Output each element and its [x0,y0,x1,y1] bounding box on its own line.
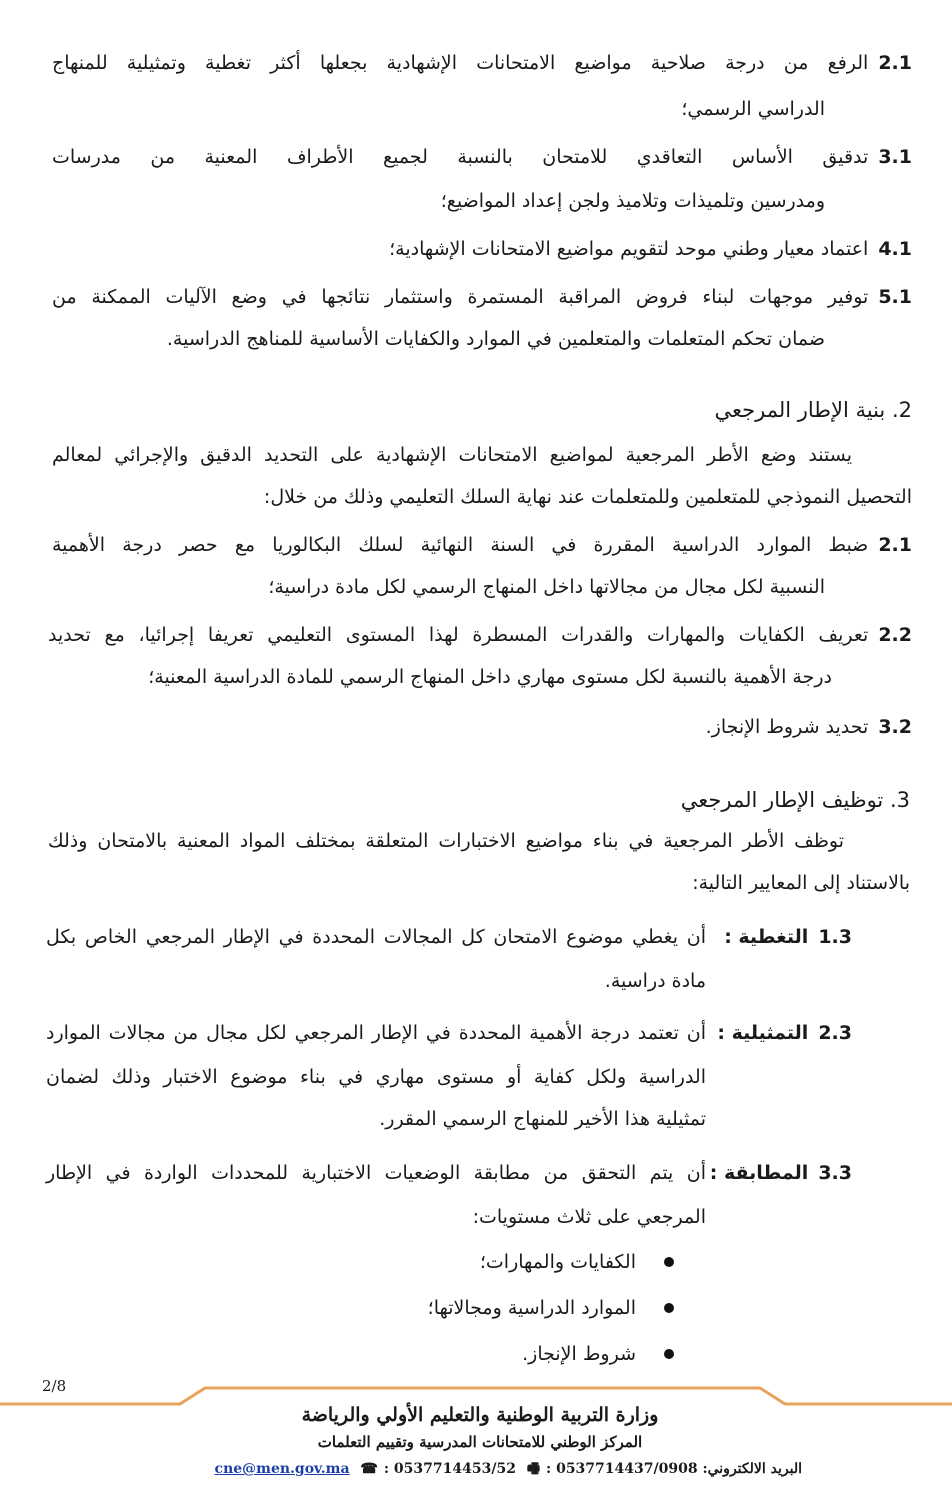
item-text-continued: تمثيلية هذا الأخير للمنهاج الرسمي المقرر. [379,1108,706,1130]
phone-number: 0537714453/52 [393,1461,516,1477]
criterion-term: التمثيلية : [717,1022,809,1044]
bullet-text: الموارد الدراسية ومجالاتها؛ [427,1297,636,1319]
criterion-term: المطابقة : [709,1162,809,1184]
bullet-icon [664,1257,674,1267]
criterion-label: 2.3التمثيلية : [717,1022,852,1044]
item-text: تعريف الكفايات والمهارات والقدرات المسطرة لهذا المستوى التعليمي تعريفا إجرائيا، مع تحديد [48,624,869,646]
fax-number: 0537714437/0908 [556,1461,698,1477]
item-text-continued: مادة دراسية. [604,970,706,992]
paragraph-line: التحصيل النموذجي للمتعلمين وللمتعلمات عند نهاية السلك التعليمي وذلك من خلال: [263,486,912,508]
criterion-term: التغطية : [724,926,809,948]
section-heading: 3. توظيف الإطار المرجعي [680,788,910,812]
bullet-icon [664,1303,674,1313]
list-item: 3.1تدقيق الأساس التعاقدي للامتحان بالنسبة لجميع الأطراف المعنية من مدرسات [52,146,912,168]
item-text: تدقيق الأساس التعاقدي للامتحان بالنسبة لجميع الأطراف المعنية من مدرسات [52,146,869,168]
ministry-name: وزارة التربية الوطنية والتعليم الأولي والرياضة [301,1404,659,1426]
item-text: ضبط الموارد الدراسية المقررة في السنة النهائية لسلك البكالوريا مع حصر درجة الأهمية [52,534,869,556]
bullet-text: الكفايات والمهارات؛ [479,1251,636,1273]
section-heading: 2. بنية الإطار المرجعي [714,398,912,422]
phone-icon: ☎ [360,1461,378,1477]
email-label: البريد الالكتروني: [702,1461,802,1477]
list-item: 3.2تحديد شروط الإنجاز. [705,716,912,738]
paragraph-line: يستند وضع الأطر المرجعية لمواضيع الامتحانات الإشهادية على التحديد الدقيق والإجرائي لمعالم [52,444,852,466]
item-text-continued: ضمان تحكم المتعلمات والمتعلمين في الموارد والكفايات الأساسية للمناهج الدراسية. [166,328,825,350]
item-text: أن تعتمد درجة الأهمية المحددة في الإطار المرجعي لكل مجال من مجالات الموارد [46,1022,706,1044]
bullet-icon [664,1349,674,1359]
item-text: اعتماد معيار وطني موحد لتقويم مواضيع الامتحانات الإشهادية؛ [389,238,869,260]
item-text-continued: درجة الأهمية بالنسبة لكل مستوى مهاري داخل المنهاج الرسمي للمادة الدراسية المعنية؛ [148,666,832,688]
center-name: المركز الوطني للامتحانات المدرسية وتقييم التعلمات [317,1433,643,1451]
list-item: 5.1توفير موجهات لبناء فروض المراقبة المستمرة واستثمار نتائجها في وضع الآليات الممكنة من [52,286,912,308]
contact-line: البريد الالكتروني: cne@men.gov.ma ☎ : 0537714453/52 🖷 : 0537714437/0908 [215,1458,802,1482]
list-item: 4.1اعتماد معيار وطني موحد لتقويم مواضيع الامتحانات الإشهادية؛ [389,238,912,260]
item-text-continued: ومدرسين وتلميذات وتلاميذ ولجن إعداد المواضيع؛ [440,190,825,212]
item-text: تحديد شروط الإنجاز. [705,716,869,738]
criterion-label: 3.3المطابقة : [709,1162,852,1184]
page-number: 2/8 [42,1377,67,1395]
item-text: توفير موجهات لبناء فروض المراقبة المستمرة واستثمار نتائجها في وضع الآليات الممكنة من [52,286,869,308]
item-text-continued: النسبية لكل مجال من مجالاتها داخل المنهاج الرسمي لكل مادة دراسية؛ [268,576,825,598]
item-text: أن يتم التحقق من مطابقة الوضعيات الاختبارية للمحددات الواردة في الإطار [46,1162,706,1184]
list-item: 2.1ضبط الموارد الدراسية المقررة في السنة النهائية لسلك البكالوريا مع حصر درجة الأهمية [52,534,912,556]
item-text: الرفع من درجة صلاحية مواضيع الامتحانات الإشهادية بجعلها أكثر تغطية وتمثيلية للمنهاج [52,52,869,74]
bullet-text: شروط الإنجاز. [522,1343,636,1365]
list-item: 2.1الرفع من درجة صلاحية مواضيع الامتحانات الإشهادية بجعلها أكثر تغطية وتمثيلية للمنهاج [52,52,912,74]
paragraph-line: بالاستناد إلى المعايير التالية: [692,872,910,894]
item-text: أن يغطي موضوع الامتحان كل المجالات المحددة في الإطار المرجعي الخاص بكل [46,926,706,948]
item-text-continued: الدراسي الرسمي؛ [681,98,825,120]
list-item: 2.2تعريف الكفايات والمهارات والقدرات المسطرة لهذا المستوى التعليمي تعريفا إجرائيا، مع تحديد [48,624,912,646]
fax-icon: 🖷 [526,1461,541,1477]
paragraph-line: توظف الأطر المرجعية في بناء مواضيع الاختبارات المتعلقة بمختلف المواد المعنية بالامتحان وذلك [48,830,844,852]
email-link[interactable]: cne@men.gov.ma [214,1461,350,1477]
criterion-label: 1.3التغطية : [724,926,852,948]
item-text-continued: المرجعي على ثلاث مستويات: [472,1206,706,1228]
item-text-continued: الدراسية ولكل كفاية أو مستوى مهاري في بناء موضوع الاختبار وذلك لضمان [46,1066,706,1088]
